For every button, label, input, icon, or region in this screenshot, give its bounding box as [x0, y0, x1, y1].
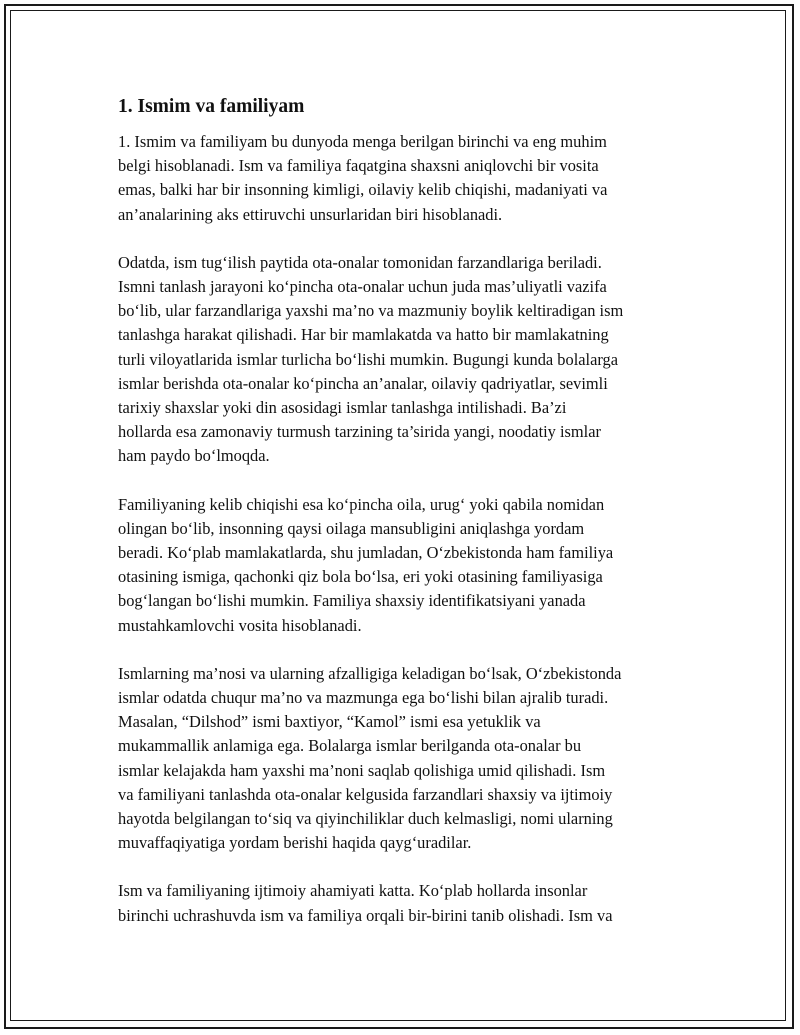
text-line: turli viloyatlarida ismlar turlicha bo‘lishi mumkin. Bugungi kunda bolalarga	[118, 349, 618, 369]
paragraph-2	[118, 251, 698, 469]
text-line: ismlar berishda ota-onalar ko‘pincha an’analar, oilaviy qadriyatlar, sevimli	[118, 373, 608, 393]
paragraph-5	[118, 879, 698, 927]
text-line: mustahkamlovchi vosita hisoblanadi.	[118, 615, 362, 635]
text-line: Odatda, ism tug‘ilish paytida ota-onalar tomonidan farzandlariga beriladi.	[118, 252, 602, 272]
text-line: an’analarining aks ettiruvchi unsurlaridan biri hisoblanadi.	[118, 204, 503, 224]
paragraph-3	[118, 493, 698, 638]
text-line: tanlashga harakat qilishadi. Har bir mamlakatda va hatto bir mamlakatning	[118, 325, 609, 345]
text-line: birinchi uchrashuvda ism va familiya orqali bir-birini tanib olishadi. Ism va	[118, 905, 613, 925]
text-line: ismlar odatda chuqur ma’no va mazmunga ega bo‘lishi bilan ajralib turadi.	[118, 688, 609, 708]
text-line: beradi. Ko‘plab mamlakatlarda, shu jumladan, O‘zbekistonda ham familiya	[118, 543, 614, 563]
text-line: Familiyaning kelib chiqishi esa ko‘pincha oila, urug‘ yoki qabila nomidan	[118, 494, 605, 514]
text-line: va familiyani tanlashda ota-onalar kelgusida farzandlari shaxsiy va ijtimoiy	[118, 784, 613, 804]
text-line: Ismlarning ma’nosi va ularning afzalligiga keladigan bo‘lsak, O‘zbekistonda	[118, 663, 622, 683]
text-line: Ism va familiyaning ijtimoiy ahamiyati katta. Ko‘plab hollarda insonlar	[118, 881, 588, 901]
text-line: Masalan, “Dilshod” ismi baxtiyor, “Kamol” ismi esa yetuklik va	[118, 712, 541, 732]
paragraph-4	[118, 662, 698, 856]
text-line: Ismni tanlash jarayoni ko‘pincha ota-onalar uchun juda mas’uliyatli vazifa	[118, 277, 607, 297]
text-line: ham paydo bo‘lmoqda.	[118, 446, 270, 466]
text-line: tarixiy shaxslar yoki din asosidagi ismlar tanlashga intilishadi. Ba’zi	[118, 398, 567, 418]
text-line: otasining ismiga, qachonki qiz bola bo‘lsa, eri yoki otasining familiyasiga	[118, 567, 603, 587]
text-line: mukammallik anlamiga ega. Bolalarga ismlar berilganda ota-onalar bu	[118, 736, 582, 756]
text-line: hollarda esa zamonaviy turmush tarzining ta’sirida yangi, noodatiy ismlar	[118, 422, 601, 442]
text-line: bog‘langan bo‘lishi mumkin. Familiya shaxsiy identifikatsiyani yanada	[118, 591, 586, 611]
text-line: muvaffaqiyatiga yordam berishi haqida qayg‘uradilar.	[118, 833, 472, 853]
text-line: hayotda belgilangan to‘siq va qiyinchiliklar duch kelmasligi, nomi ularning	[118, 809, 613, 829]
document-body	[118, 94, 698, 952]
text-line: ismlar kelajakda ham yaxshi ma’noni saqlab qolishiga umid qilishadi. Ism	[118, 760, 606, 780]
text-line: 1. Ismim va familiyam bu dunyoda menga berilgan birinchi va eng muhim	[118, 132, 607, 151]
section-heading: 1. Ismim va familiyam	[118, 96, 305, 117]
text-line: olingan bo‘lib, insonning qaysi oilaga mansubligini aniqlashga yordam	[118, 518, 585, 538]
paragraph-1	[118, 130, 698, 227]
text-line: bo‘lib, ular farzandlariga yaxshi ma’no va mazmuniy boylik keltiradigan ism	[118, 301, 624, 321]
text-line: emas, balki har bir insonning kimligi, oilaviy kelib chiqishi, madaniyati va	[118, 180, 608, 200]
text-line: belgi hisoblanadi. Ism va familiya faqatgina shaxsni aniqlovchi bir vosita	[118, 156, 599, 176]
